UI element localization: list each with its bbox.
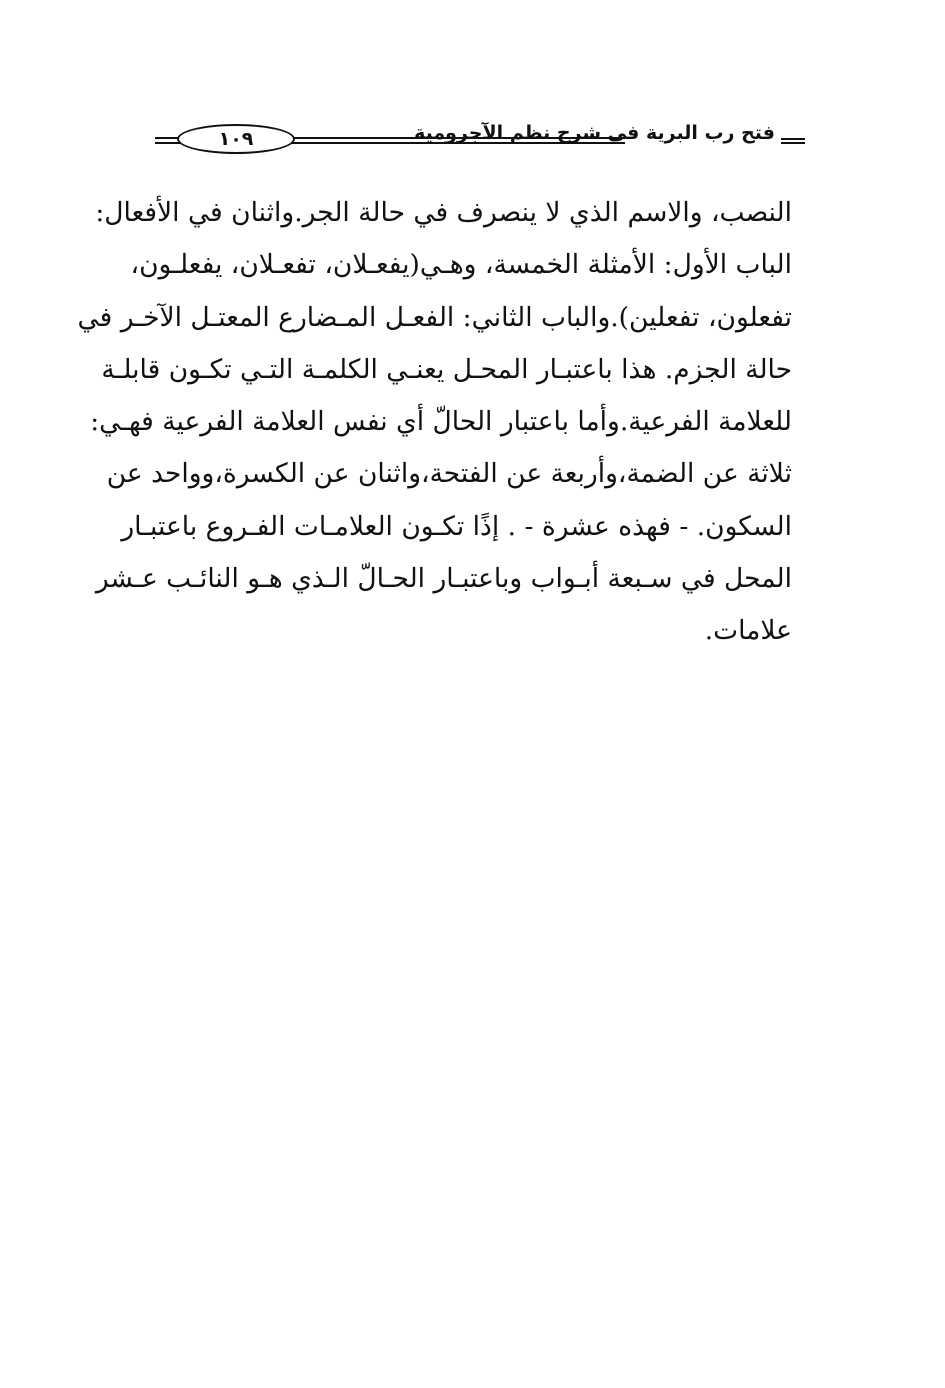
text-line: النصب، والاسم الذي لا ينصرف في حالة الجر.واثنان في الأفعال: [95, 197, 792, 228]
text-line: للعلامة الفرعية.وأما باعتبار الحالّ أي نفس العلامة الفرعية فهـي: [90, 406, 792, 438]
text-line: حالة الجزم. هذا باعتبـار المحـل يعنـي الكلمـة التـي تكـون قابلـة [101, 353, 792, 385]
book-title: فتح رب البرية في شرح نظم الآجرومية [414, 122, 775, 144]
page-number: ١٠٩ [218, 128, 254, 150]
page-number-frame [177, 124, 295, 154]
text-line: علامات. [704, 615, 792, 647]
body-text [77, 187, 792, 658]
text-line: المحل في سـبعة أبـواب وباعتبـار الحـالّ الـذي هـو النائـب عـشر [95, 563, 792, 595]
header-dash-ornament [781, 138, 805, 144]
header-rule [285, 137, 625, 144]
text-line: الباب الأول: الأمثلة الخمسة، وهـي(يفعـلان، تفعـلان، يفعلـون، [130, 249, 792, 281]
text-line: السكون. - فهذه عشرة - . إذًا تكـون العلامـات الفـروع باعتبـار [121, 510, 792, 542]
text-line: تفعلون، تفعلين).والباب الثاني: الفعـل المـضارع المعتـل الآخـر في [77, 301, 792, 333]
running-header [155, 118, 805, 158]
text-line: ثلاثة عن الضمة،وأربعة عن الفتحة،واثنان عن الكسرة،وواحد عن [106, 458, 792, 490]
